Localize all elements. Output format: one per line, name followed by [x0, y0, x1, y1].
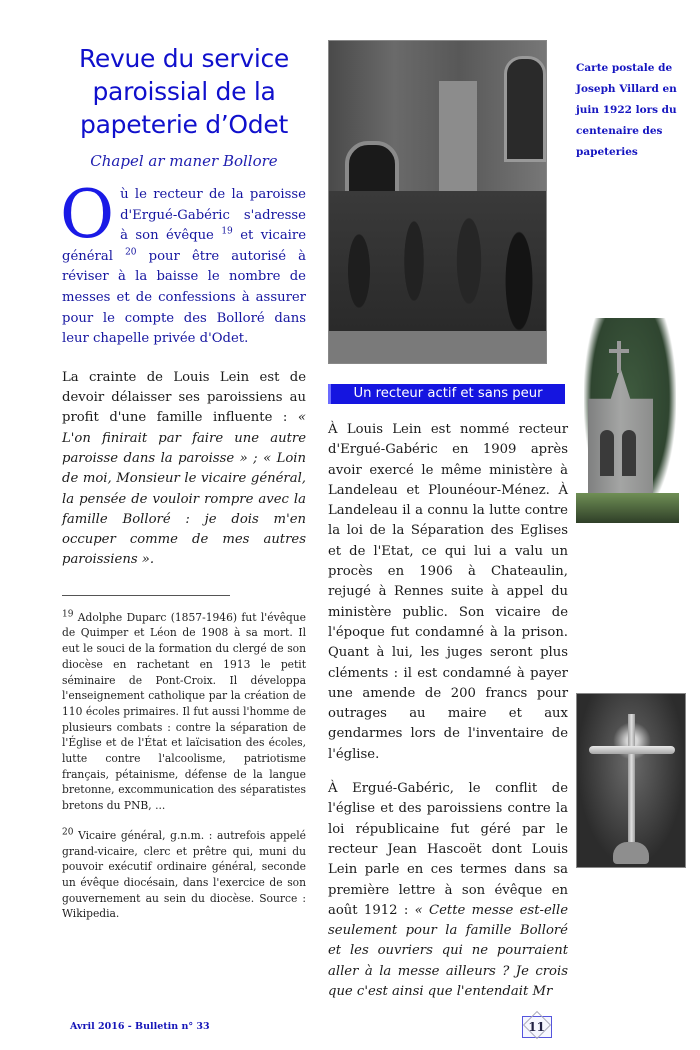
left-column: [62, 40, 306, 922]
photo-bell-arch: [622, 430, 636, 476]
photo-crucifix: [576, 693, 686, 868]
footnote-text: Adolphe Duparc (1857-1946) fut l'évêque de Quimper et Léon de 1908 à sa mort. Il eut le souci de la formation du clergé de son diocèse en rachetant en 1913 le petit séminaire de Pont-Croix. Il développa l'enseignement catholique par la création de 110 écoles primaires. Il fut aussi l'homme de plusieurs combats : contre la séparation de l'Église et de l'État et laïcisation des écoles, lutte contre l'alcoolisme, patriotisme français, pétainisme, défense de la langue bretonne, excommunication des séparatistes bretons du PNB, ...: [62, 610, 306, 813]
paragraph-text: À Ergué-Gabéric, le conflit de l'église et des paroissiens contre la loi républicaine fut géré par le recteur Jean Hascoët dont Louis Lein parle en ces termes dans sa première lettre à son évêque en août 1912 :: [328, 781, 568, 918]
footnote-divider: [62, 595, 230, 596]
body-paragraph-right-1: À Louis Lein est nommé recteur d'Ergué-Gabéric en 1909 après avoir exercé le même ministère à Landeleau et Plounéour-Ménez. À Landeleau il a connu la lutte contre la loi de la Séparation des Eglises et de l'Etat, ce qui lui a valu un procès en 1906 à Chateaulin, rejugé à Rennes suite à appel du ministère public. Son vicaire de l'époque fut condamné à la prison. Quant à lui, les juges seront plus cléments : il est condamné à payer une amende de 200 francs pour outrages au maire et aux gendarmes lors de l'inventaire de l'église.: [328, 422, 568, 762]
footnote-ref-19[interactable]: 19: [221, 226, 233, 237]
quote-2: « Loin de moi, Monsieur le vicaire général, la pensée de vouloir rompre avec la famille Bolloré : je dois m'en occuper comme de mes autres paroissiens ».: [62, 450, 306, 568]
intro-text-b: et vicaire général: [62, 228, 307, 264]
photo-ground: [329, 331, 546, 363]
intro-text-a: ù le recteur de la paroisse d'Ergué-Gabéric s'adresse à son évêque: [120, 187, 306, 244]
page-number-badge: [522, 1016, 552, 1038]
photo-crucifix-bar: [589, 746, 675, 754]
photo-caption: Carte postale de Joseph Villard en juin 1922 lors du centenaire des papeteries: [576, 62, 677, 158]
photo-belfry: [576, 313, 679, 523]
body-paragraph-left: [62, 368, 306, 571]
intro-paragraph: [60, 176, 307, 350]
article-subtitle: Chapel ar maner Bollore: [90, 152, 278, 170]
article-title: Revue du service paroissial de la papeterie d’Odet: [78, 44, 289, 139]
body-paragraph-right-2: [328, 779, 568, 1002]
photo-cross-horizontal: [609, 349, 629, 353]
photo-buttress: [439, 81, 477, 201]
photo-gothic-window: [504, 56, 546, 162]
footnote-number: 19: [62, 609, 74, 620]
intro-text-c: pour être autorisé à réviser à la baisse le nombre de messes et de confessions à assurer pour le compte des Bolloré dans leur chapelle privée d'Odet.: [62, 248, 306, 347]
right-column: [576, 40, 700, 868]
drop-cap: O: [60, 176, 115, 253]
footer-issue: Avril 2016 - Bulletin n° 33: [70, 1021, 210, 1033]
quote-1: « L'on finirait par faire une autre paroisse dans la paroisse » ;: [62, 410, 306, 466]
quote: « Cette messe est-elle seulement pour la famille Bolloré et les ouvriers qui ne pourraient aller à la messe ailleurs ? Je crois que c'est ainsi que l'entendait Mr: [328, 902, 568, 1000]
photo-cross-vertical: [617, 341, 621, 373]
footnote-20: [62, 828, 306, 922]
photo-crowd: [329, 191, 546, 331]
paragraph-text: La crainte de Louis Lein est de devoir délaisser ses paroissiens au profit d'une famille influente :: [62, 369, 306, 426]
photo-crucifix-base: [613, 842, 649, 864]
photo-bell-arch: [600, 430, 614, 476]
middle-column: [328, 40, 568, 1002]
page-footer: [0, 1002, 700, 1050]
photo-crucifix-shaft: [628, 714, 635, 854]
footnote-number: 20: [62, 827, 74, 838]
footnote-19: [62, 610, 306, 814]
page-number: 11: [528, 1020, 545, 1035]
footnote-ref-20[interactable]: 20: [125, 247, 137, 258]
footnote-text: Vicaire général, g.n.m. : autrefois appelé grand-vicaire, clerc et prêtre qui, muni du pouvoir exécutif ordinaire général, seconde un évêque diocésain, dans l'exercice de son gouvernement au sein du diocèse. Source : Wikipedia.: [62, 828, 306, 921]
photo-chapel-crowd-1922: [328, 40, 547, 364]
photo-shrubs: [576, 493, 679, 523]
section-heading: Un recteur actif et sans peur: [328, 384, 565, 404]
